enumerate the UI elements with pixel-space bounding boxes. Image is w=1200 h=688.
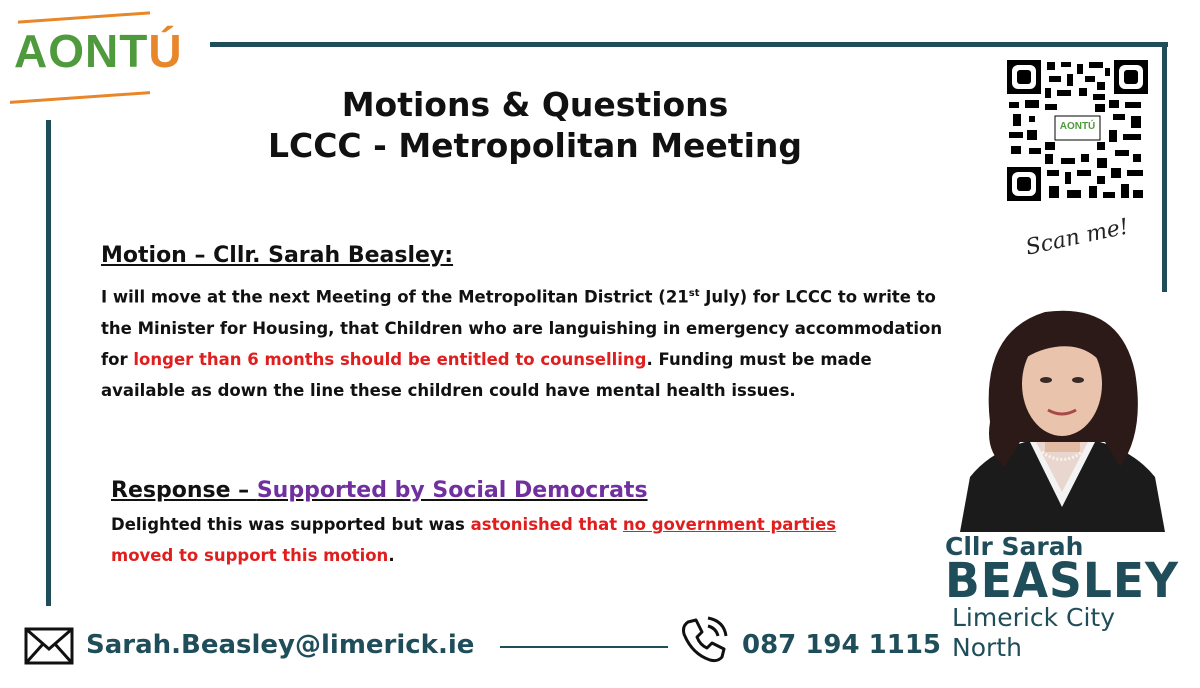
response-heading-label: Response –	[111, 478, 257, 503]
motion-text-3: . Funding must be made available as down the line these children could have mental health issues.	[101, 349, 872, 400]
motion-heading: Motion – Cllr. Sarah Beasley:	[101, 243, 454, 268]
logo-stripe-top	[18, 11, 150, 23]
title-line-2: LCCC - Metropolitan Meeting	[267, 126, 803, 166]
response-supporter: Supported by Social Democrats	[256, 478, 648, 503]
response-highlight-2: no government parties	[622, 515, 837, 534]
area-line-1: Limerick City	[952, 603, 1116, 632]
logo-tu: Ú	[148, 25, 183, 77]
frame-top-line	[210, 42, 1168, 47]
councillor-photo	[950, 292, 1175, 532]
motion-text-1: I will move at the next Meeting of the Metropolitan District (21	[101, 287, 689, 307]
scan-me-text: Scan me!	[1023, 214, 1131, 261]
response-text	[111, 509, 891, 571]
response-heading	[111, 478, 648, 503]
councillor-title-name: Cllr Sarah	[945, 532, 1084, 561]
motion-text	[101, 278, 946, 406]
area-line-2: North	[952, 633, 1022, 662]
phone-link[interactable]: 087 194 1115	[742, 630, 942, 660]
qr-badge: AONTÚ	[1059, 121, 1096, 132]
motion-sup: st	[688, 288, 700, 299]
logo-aon: AONT	[14, 25, 149, 77]
qr-code[interactable]	[1005, 58, 1150, 203]
email-link[interactable]: Sarah.Beasley@limerick.ie	[86, 630, 475, 660]
envelope-icon	[24, 627, 74, 670]
response-highlight-1: astonished that	[470, 515, 623, 534]
response-text-1: Delighted this was supported but was	[111, 515, 471, 534]
logo-stripe-bottom	[10, 91, 150, 104]
logo-wordmark	[14, 25, 183, 77]
phone-icon	[676, 612, 732, 673]
response-highlight-3: moved to support this motion	[111, 546, 389, 565]
title-line-1: Motions & Questions	[341, 85, 729, 124]
motion-highlight: longer than 6 months should be entitled to counselling	[133, 349, 647, 369]
councillor-area	[952, 603, 1115, 663]
councillor-surname: BEASLEY	[945, 553, 1179, 609]
motion-text-2: July) for LCCC to write to the Minister for Housing, that Children who are languishing in emergency accommodation for	[101, 287, 943, 369]
response-text-2: .	[388, 546, 395, 565]
footer-divider	[500, 646, 668, 648]
frame-left-line	[46, 120, 51, 606]
page-title	[140, 84, 930, 167]
